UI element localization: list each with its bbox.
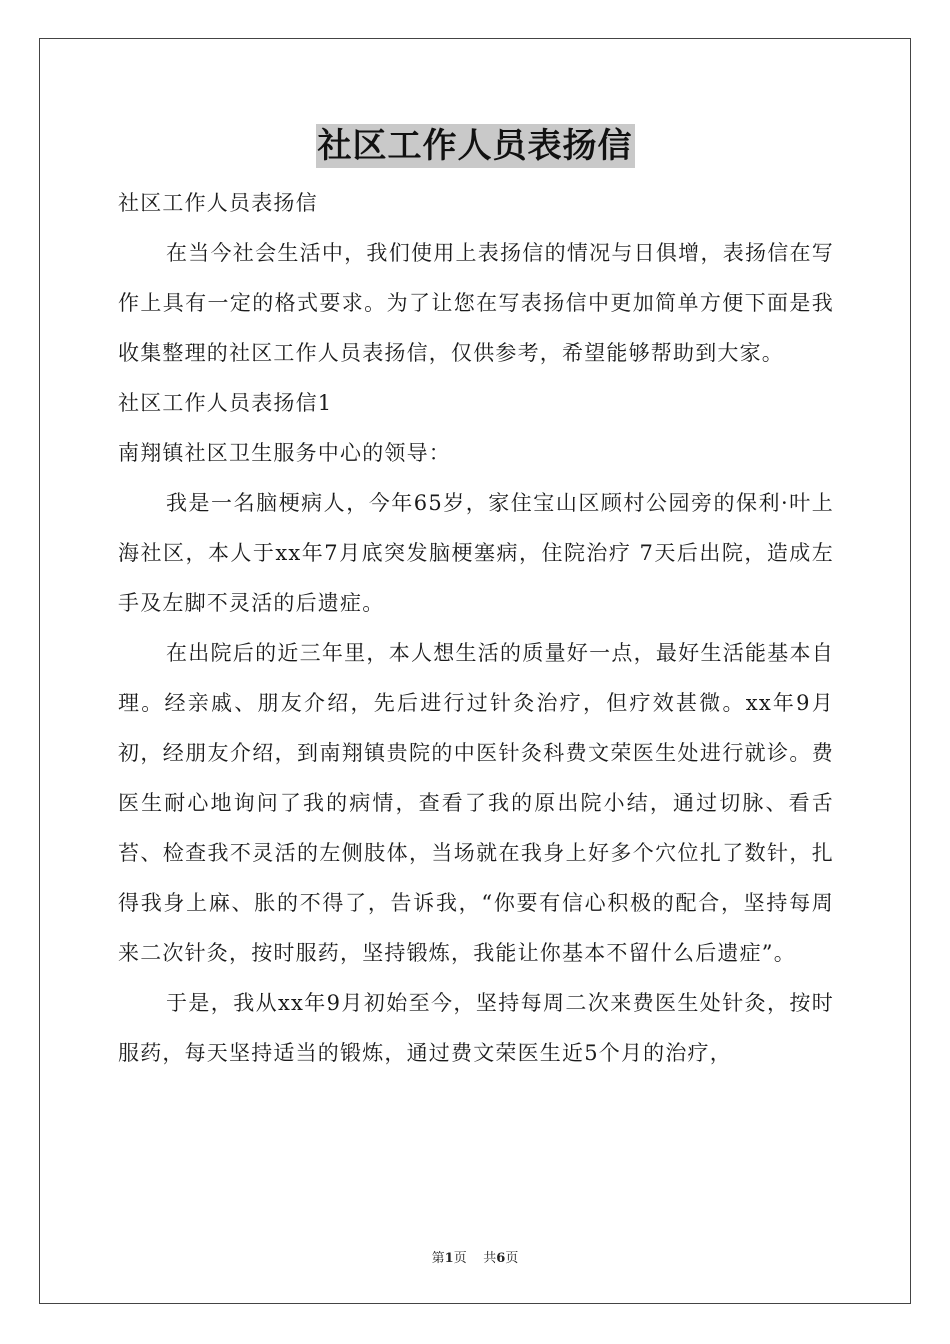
footer-total-unit: 页 (505, 1251, 519, 1266)
footer-total-pages: 6 (496, 1251, 506, 1266)
paragraph-heading: 社区工作人员表扬信 (118, 191, 318, 215)
paragraph-body-3: 于是，我从xx年9月初始至今，坚持每周二次来费医生处针灸，按时服药，每天坚持适当的锻炼，通过费文荣医生近5个月的治疗， (118, 991, 834, 1065)
paragraph-subheading: 社区工作人员表扬信1 (118, 391, 333, 415)
paragraph-intro: 在当今社会生活中，我们使用上表扬信的情况与日俱增，表扬信在写作上具有一定的格式要求。为了让您在写表扬信中更加简单方便下面是我收集整理的社区工作人员表扬信，仅供参考，希望能够帮助到大家。 (118, 241, 834, 365)
paragraph-salutation: 南翔镇社区卫生服务中心的领导： (118, 441, 451, 465)
page-footer (0, 1247, 950, 1266)
footer-page-unit: 页 (453, 1251, 467, 1266)
footer-page-number: 1 (444, 1251, 454, 1266)
footer-prefix: 第 (431, 1251, 445, 1266)
footer-total-prefix: 共 (483, 1251, 497, 1266)
document-title: 社区工作人员表扬信 (317, 126, 633, 166)
paragraph-body-1: 我是一名脑梗病人，今年65岁，家住宝山区顾村公园旁的保利·叶上海社区，本人于xx年7月底突发脑梗塞病，住院治疗 7天后出院，造成左手及左脚不灵活的后遗症。 (118, 491, 834, 615)
paragraph-body-2: 在出院后的近三年里，本人想生活的质量好一点，最好生活能基本自理。经亲戚、朋友介绍，先后进行过针灸治疗，但疗效甚微。xx年9月初，经朋友介绍，到南翔镇贵院的中医针灸科费文荣医生处进行就诊。费医生耐心地询问了我的病情，查看了我的原出院小结，通过切脉、看舌苔、检查我不灵活的左侧肢体，当场就在我身上好多个穴位扎了数针，扎得我身上麻、胀的不得了，告诉我，“你要有信心积极的配合，坚持每周来二次针灸，按时服药，坚持锻炼，我能让你基本不留什么后遗症”。 (118, 641, 834, 965)
title-container (0, 124, 950, 168)
document-body (118, 178, 834, 1078)
